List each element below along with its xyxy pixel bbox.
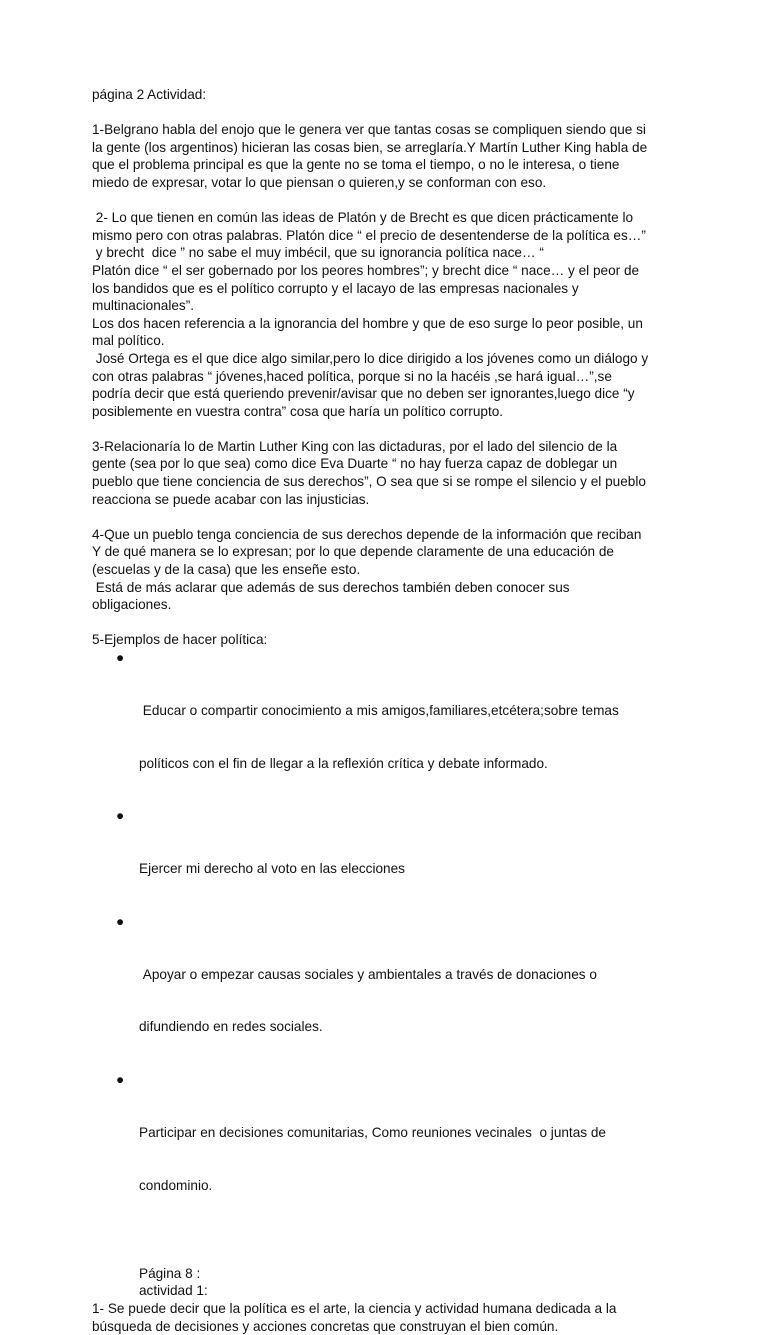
spacer: [92, 508, 682, 526]
examples-list: [92, 649, 682, 1230]
answer-2-line: mismo pero con otras palabras. Platón dice “ el precio de desentenderse de la política es…”: [92, 227, 646, 243]
spacer: [92, 104, 682, 122]
answer-5-title: 5-Ejemplos de hacer política:: [92, 632, 268, 648]
answer-4-line: obligaciones.: [92, 597, 172, 613]
answer-1-line: 1-Belgrano habla del enojo que le genera ver que tantas cosas se compliquen siendo que si: [92, 122, 646, 138]
answer-3-line: 3-Relacionaría lo de Martin Luther King con las dictaduras, por el lado del silencio de la: [92, 438, 618, 454]
answer-5: [92, 631, 682, 1229]
list-item-line: Apoyar o empezar causas sociales y ambientales a través de donaciones o: [139, 966, 597, 982]
answer-4-line: 4-Que un pueblo tenga conciencia de sus derechos depende de la información que reciban: [92, 526, 642, 542]
document-page: [92, 86, 682, 1335]
list-item: [92, 807, 682, 913]
answer-2-line: Platón dice “ el ser gobernado por los peores hombres”; y brecht dice “ nace… y el peor de: [92, 262, 640, 278]
answer-4: [92, 526, 682, 614]
list-item: [92, 1071, 682, 1229]
answer-2-line: Los dos hacen referencia a la ignorancia del hombre y que de eso surge lo peor posible, un: [92, 315, 643, 331]
answer-6: [92, 1300, 682, 1335]
list-item-line: Educar o compartir conocimiento a mis amigos,familiares,etcétera;sobre temas: [139, 702, 619, 718]
answer-1-line: miedo de expresar, votar lo que piensan o quieren,y se conforman con eso.: [92, 174, 547, 190]
answer-6-line: 1- Se puede decir que la política es el arte, la ciencia y actividad humana dedicada a la: [92, 1300, 617, 1316]
answer-1-line: que el problema principal es que la gente no se toma el tiempo, o no le interesa, o tiene: [92, 157, 620, 173]
spacer: [92, 420, 682, 438]
answer-2-line: multinacionales”.: [92, 298, 194, 314]
answer-4-line: Está de más aclarar que además de sus derechos también deben conocer sus: [92, 579, 570, 595]
page-8-heading: Página 8 :: [139, 1265, 201, 1281]
answer-6-line: búsqueda de decisiones y acciones concretas que construyan el bien común.: [92, 1318, 559, 1334]
answer-3-line: gente (sea por lo que sea) como dice Eva Duarte “ no hay fuerza capaz de doblegar un: [92, 456, 618, 472]
list-item: [92, 913, 682, 1071]
list-item-line: Participar en decisiones comunitarias, Como reuniones vecinales o juntas de: [139, 1125, 606, 1141]
list-item-line: condominio.: [139, 1177, 213, 1193]
answer-3: [92, 438, 682, 508]
answer-4-line: (escuelas y de la casa) que les enseñe esto.: [92, 562, 361, 578]
bullet-icon: ●: [116, 913, 125, 929]
answer-4-line: Y de qué manera se lo expresan; por lo que depende claramente de una educación de: [92, 544, 614, 560]
list-item-line: Ejercer mi derecho al voto en las elecciones: [139, 861, 405, 877]
answer-2-line: los bandidos que es el político corrupto y el lacayo de las empresas nacionales y: [92, 280, 579, 296]
answer-3-line: reacciona se puede acabar con las injusticias.: [92, 491, 370, 507]
answer-2-line: con otras palabras “ jóvenes,haced política, porque si no la hacéis ,se hará igual…”,se: [92, 368, 612, 384]
answer-2-line: podría decir que está queriendo prevenir/avisar que no deben ser ignorantes,luego dice “y: [92, 386, 635, 402]
spacer: [92, 614, 682, 632]
answer-2-line: y brecht dice ” no sabe el muy imbécil, que su ignorancia política nace… “: [92, 245, 544, 261]
section-header: página 2 Actividad:: [92, 87, 207, 102]
answer-2-line: José Ortega es el que dice algo similar,pero lo dice dirigido a los jóvenes como un diálogo y: [92, 350, 649, 366]
list-item-line: políticos con el fin de llegar a la reflexión crítica y debate informado.: [139, 755, 548, 771]
answer-2-line: 2- Lo que tienen en común las ideas de Platón y de Brecht es que dicen prácticamente lo: [92, 210, 634, 226]
spacer: [92, 192, 682, 210]
answer-1-line: la gente (los argentinos) hicieran las cosas bien, se arreglaría.Y Martín Luther King habla de: [92, 139, 648, 155]
list-item: [92, 649, 682, 807]
spacer: [92, 1230, 682, 1265]
list-item-line: difundiendo en redes sociales.: [139, 1019, 323, 1035]
answer-1: [92, 121, 682, 191]
answer-2-line: posiblemente en vuestra contra” cosa que haría un político corrupto.: [92, 403, 504, 419]
answer-2-line: mal político.: [92, 333, 165, 349]
activity-1-heading: actividad 1:: [139, 1283, 208, 1299]
answer-3-line: pueblo que tiene conciencia de sus derechos”, O sea que si se rompe el silencio y el pueblo: [92, 474, 646, 490]
bullet-icon: ●: [116, 808, 125, 824]
bullet-icon: ●: [116, 650, 125, 665]
bullet-icon: ●: [116, 1072, 125, 1088]
answer-2: [92, 209, 682, 420]
